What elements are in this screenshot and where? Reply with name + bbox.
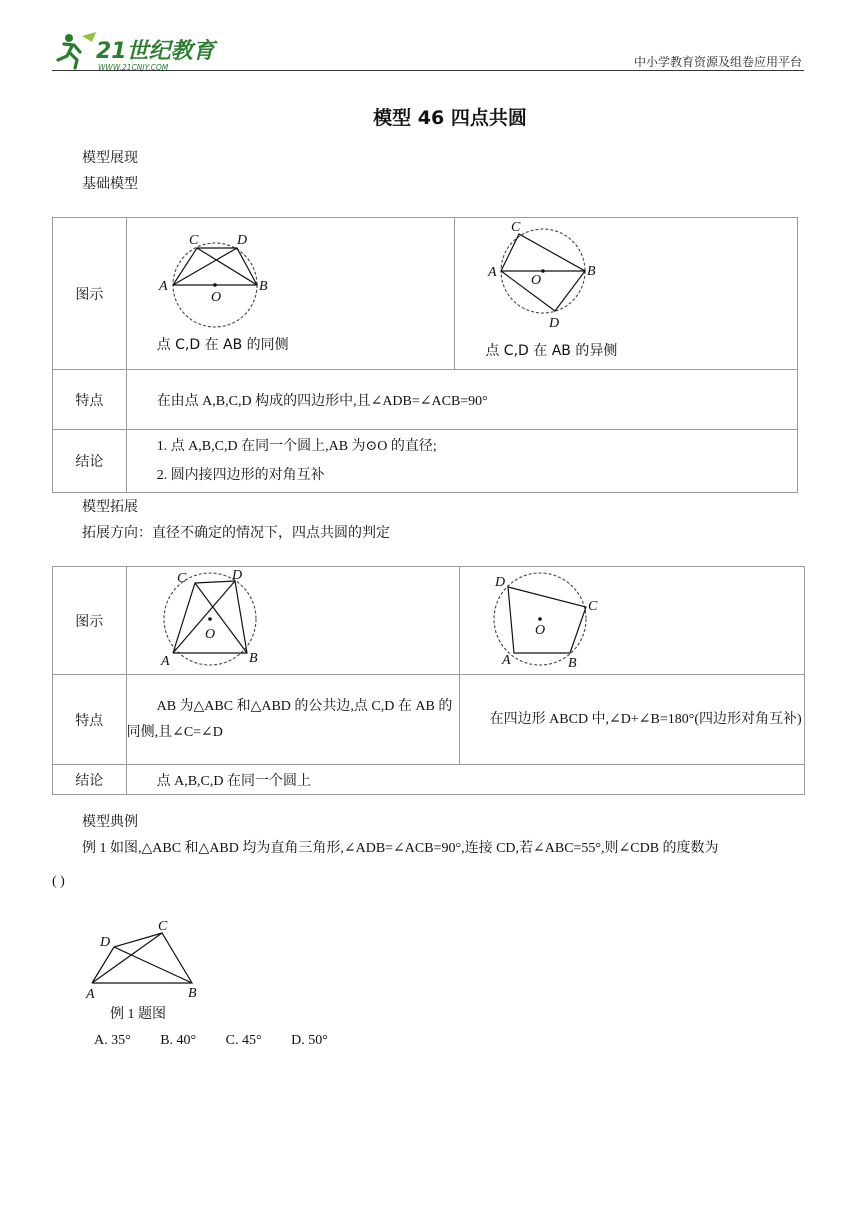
point-label-c: C [511, 220, 521, 235]
example-question: 例 1 如图,△ABC 和△ABD 均为直角三角形,∠ADB=∠ACB=90°,连接 CD,若∠ABC=55°,则∠CDB 的度数为 [82, 841, 719, 856]
feature-text: 在由点 A,B,C,D 构成的四边形中,且∠ADB=∠ACB=90° [126, 370, 797, 430]
option-c[interactable]: C. 45° [225, 1033, 262, 1048]
basic-model-table [52, 217, 798, 493]
row-label-figure: 图示 [53, 218, 127, 370]
site-logo [52, 28, 228, 74]
segment-db [114, 947, 192, 983]
figure-cell-same-side [126, 218, 455, 370]
figure-cell-common-side [126, 567, 459, 675]
quadrilateral-edges [173, 581, 247, 653]
logo-text: 21世纪教育 [96, 39, 215, 64]
conclusion-item-2: 2. 圆内接四边形的对角互补 [156, 468, 325, 483]
runner-icon [58, 32, 96, 68]
diagonal-ad [173, 581, 235, 653]
point-label-a: A [86, 987, 95, 1002]
point-label-b: B [258, 279, 268, 294]
section-heading-display: 模型展现 [82, 150, 138, 166]
section-heading-examples: 模型典例 [82, 814, 138, 830]
point-label-a: A [158, 279, 168, 294]
point-label-b: B [567, 656, 577, 671]
logo-url: WWW.21CNJY.COM [98, 63, 169, 72]
point-label-a: A [488, 265, 497, 280]
conclusion-text: 点 A,B,C,D 在同一个圆上 [126, 765, 804, 795]
answer-options [94, 1031, 494, 1051]
point-label-d: D [494, 575, 505, 590]
diagram-supplementary [486, 567, 616, 673]
conclusion-cell [126, 430, 797, 493]
caption-opposite-side: 点 C,D 在 AB 的异侧 [485, 343, 618, 359]
diagram-common-side [155, 567, 275, 671]
point-label-o: O [531, 273, 542, 288]
center-point [208, 617, 212, 621]
option-a[interactable]: A. 35° [94, 1033, 131, 1048]
point-label-c: C [587, 599, 597, 614]
point-label-b: B [587, 264, 596, 279]
point-label-c: C [176, 571, 186, 586]
center-point [538, 617, 542, 621]
center-point [213, 283, 217, 287]
row-label-conclusion: 结论 [53, 430, 127, 493]
section-heading-extension: 模型拓展 [82, 499, 138, 515]
extension-model-table [52, 566, 805, 795]
example-figure [80, 912, 210, 1022]
row-label-feature: 特点 [53, 675, 127, 765]
point-label-c: C [158, 919, 168, 934]
answer-bracket: ( ) [52, 874, 65, 889]
diagram-same-side [157, 230, 287, 330]
row-label-figure: 图示 [53, 567, 127, 675]
point-label-d: D [100, 935, 111, 950]
point-label-o: O [210, 290, 221, 305]
point-label-d: D [236, 233, 247, 248]
point-label-a: A [160, 654, 170, 669]
diagram-opposite-side [485, 218, 615, 336]
point-label-o: O [204, 627, 215, 642]
figure-caption: 例 1 题图 [110, 1007, 166, 1022]
section-subheading-basic: 基础模型 [82, 176, 138, 192]
option-b[interactable]: B. 40° [160, 1033, 197, 1048]
feature-text-right: 在四边形 ABCD 中,∠D+∠B=180°(四边形对角互补) [459, 675, 804, 765]
option-d[interactable]: D. 50° [291, 1033, 328, 1048]
page-title: 模型 46 四点共圆 [373, 107, 527, 129]
feature-text-left: AB 为△ABC 和△ABD 的公共边,点 C,D 在 AB 的同侧,且∠C=∠D [126, 675, 459, 765]
figure-cell-supplementary [459, 567, 804, 675]
figure-cell-opposite-side [455, 218, 798, 370]
point-label-b: B [248, 651, 258, 666]
center-point [542, 269, 546, 273]
point-label-c: C [188, 233, 199, 248]
point-label-b: B [188, 986, 197, 1001]
point-label-a: A [501, 653, 511, 668]
extension-direction: 拓展方向：直径不确定的情况下，四点共圆的判定 [82, 525, 390, 541]
quadrilateral-edges [173, 248, 257, 285]
row-label-feature: 特点 [53, 370, 127, 430]
header-divider [52, 70, 804, 71]
conclusion-item-1: 1. 点 A,B,C,D 在同一个圆上,AB 为⊙O 的直径; [156, 439, 437, 454]
point-label-d: D [549, 316, 560, 331]
platform-name: 中小学教育资源及组卷应用平台 [633, 55, 802, 69]
row-label-conclusion: 结论 [53, 765, 127, 795]
point-label-o: O [534, 623, 545, 638]
caption-same-side: 点 C,D 在 AB 的同侧 [156, 337, 289, 353]
quadrilateral-edges [508, 587, 586, 653]
point-label-d: D [231, 568, 242, 583]
